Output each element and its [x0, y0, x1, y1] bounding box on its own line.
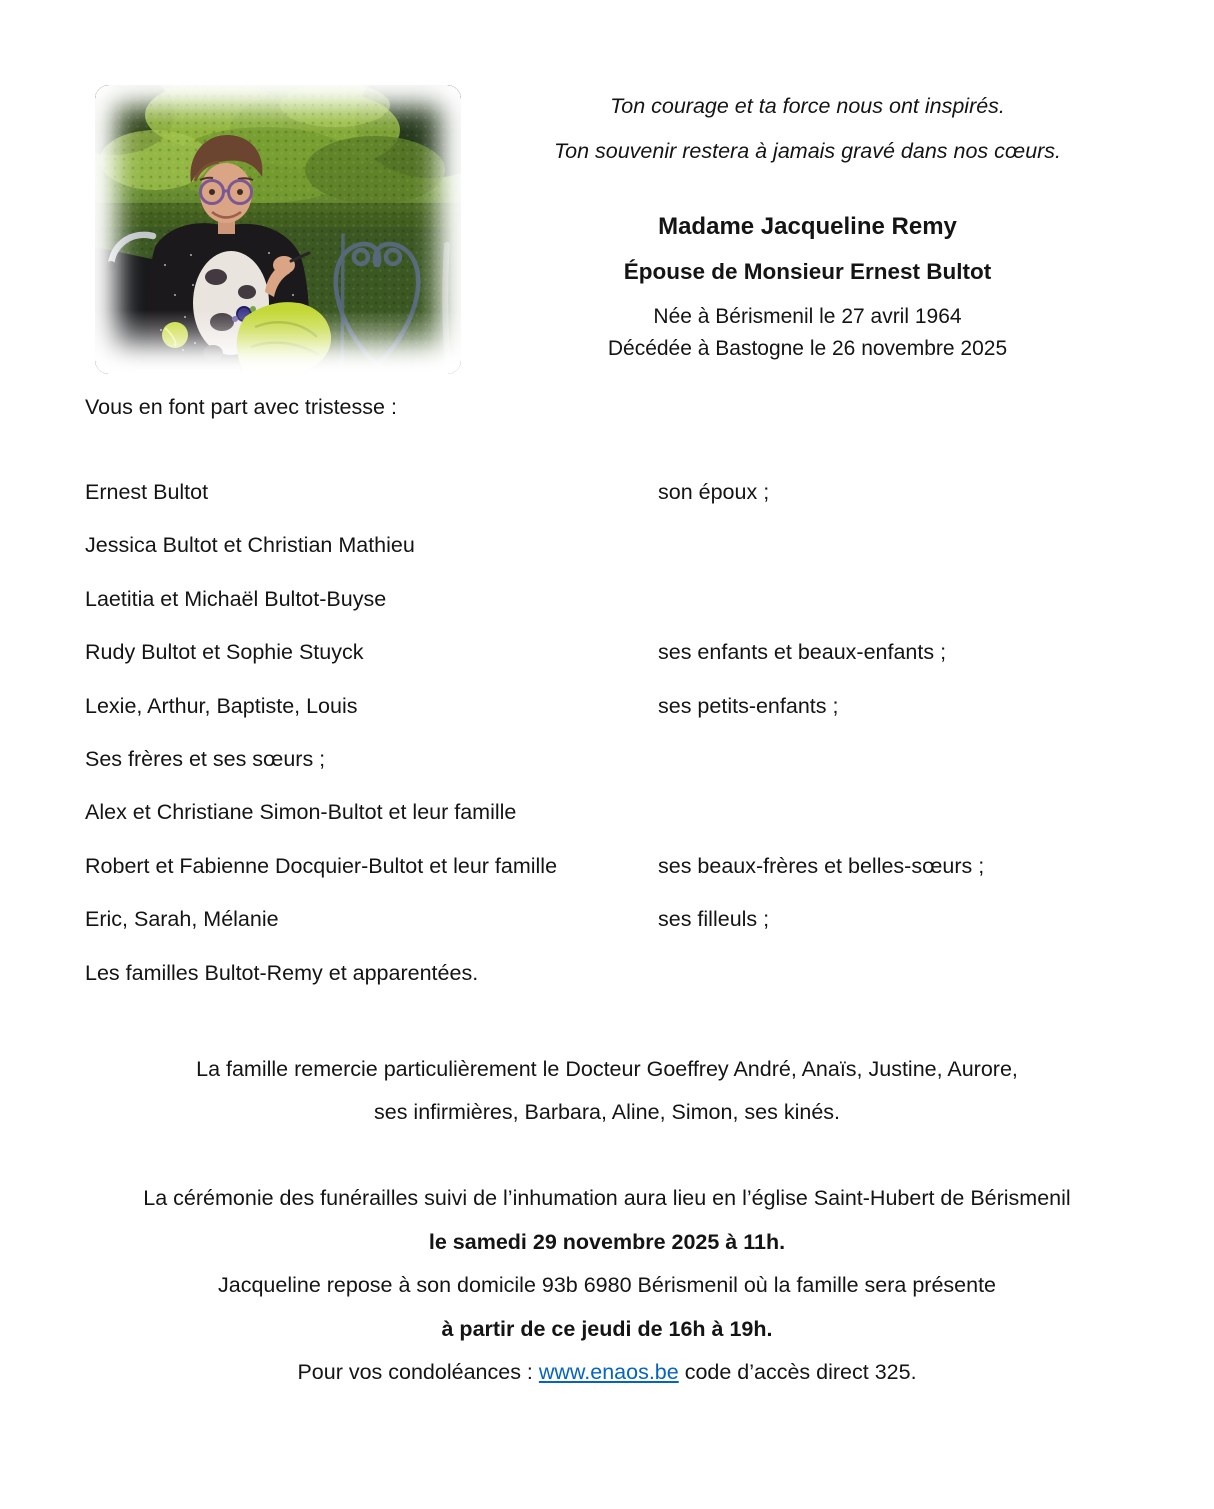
epigraph	[455, 84, 1160, 174]
family-names: Ernest Bultot	[85, 480, 209, 504]
photo-fade	[95, 310, 461, 374]
family-names: Laetitia et Michaël Bultot-Buyse	[85, 587, 387, 611]
family-names: Les familles Bultot-Remy et apparentées.	[85, 961, 479, 985]
death-line: Décédée à Bastogne le 26 novembre 2025	[607, 336, 1008, 360]
condolences-line	[0, 1360, 1214, 1385]
birth-line: Née à Bérismenil le 27 avril 1964	[653, 305, 962, 328]
portrait-photo	[95, 85, 461, 374]
repose-line: Jacqueline repose à son domicile 93b 6980 Bérismenil où la famille sera présente	[217, 1273, 997, 1297]
deceased-spouse-line: Épouse de Monsieur Ernest Bultot	[623, 259, 992, 284]
deceased-name: Madame Jacqueline Remy	[658, 213, 957, 240]
epigraph-line1: Ton courage et ta force nous ont inspirés.	[610, 94, 1005, 118]
condolences-prefix: Pour vos condoléances :	[297, 1360, 539, 1384]
epigraph-line2: Ton souvenir restera à jamais gravé dans nos cœurs.	[553, 139, 1062, 163]
family-names: Lexie, Arthur, Baptiste, Louis	[85, 694, 358, 718]
intro-line: Vous en font part avec tristesse :	[85, 395, 397, 419]
family-relation: ses petits-enfants ;	[658, 694, 839, 718]
family-names: Ses frères et ses sœurs ;	[85, 747, 326, 771]
garden-portrait-illustration	[95, 85, 461, 374]
thanks-line2: ses infirmières, Barbara, Aline, Simon, ses kinés.	[373, 1100, 841, 1124]
condolences-suffix: code d’accès direct 325.	[678, 1360, 917, 1384]
face	[200, 163, 252, 223]
condolences-link[interactable]: www.enaos.be	[538, 1360, 679, 1384]
family-names: Rudy Bultot et Sophie Stuyck	[85, 640, 364, 664]
thanks-line1: La famille remercie particulièrement le Docteur Goeffrey André, Anaïs, Justine, Aurore,	[196, 1057, 1018, 1081]
ceremony-line1: La cérémonie des funérailles suivi de l’inhumation aura lieu en l’église Saint-Hubert de Bérismenil	[143, 1186, 1071, 1210]
family-relation: ses enfants et beaux-enfants ;	[658, 640, 947, 664]
family-names: Alex et Christiane Simon-Bultot et leur famille	[85, 800, 517, 824]
family-names: Eric, Sarah, Mélanie	[85, 907, 279, 931]
visiting-hours-line: à partir de ce jeudi de 16h à 19h.	[441, 1317, 773, 1341]
family-names: Robert et Fabienne Docquier-Bultot et leur famille	[85, 854, 558, 878]
family-relation: ses beaux-frères et belles-sœurs ;	[658, 854, 985, 878]
family-relation: son époux ;	[658, 480, 770, 504]
raised-hand	[273, 256, 295, 274]
ceremony-date-line: le samedi 29 novembre 2025 à 11h.	[428, 1230, 786, 1254]
family-names: Jessica Bultot et Christian Mathieu	[85, 533, 415, 557]
deceased-dates	[455, 301, 1160, 364]
family-relation: ses filleuls ;	[658, 907, 770, 931]
